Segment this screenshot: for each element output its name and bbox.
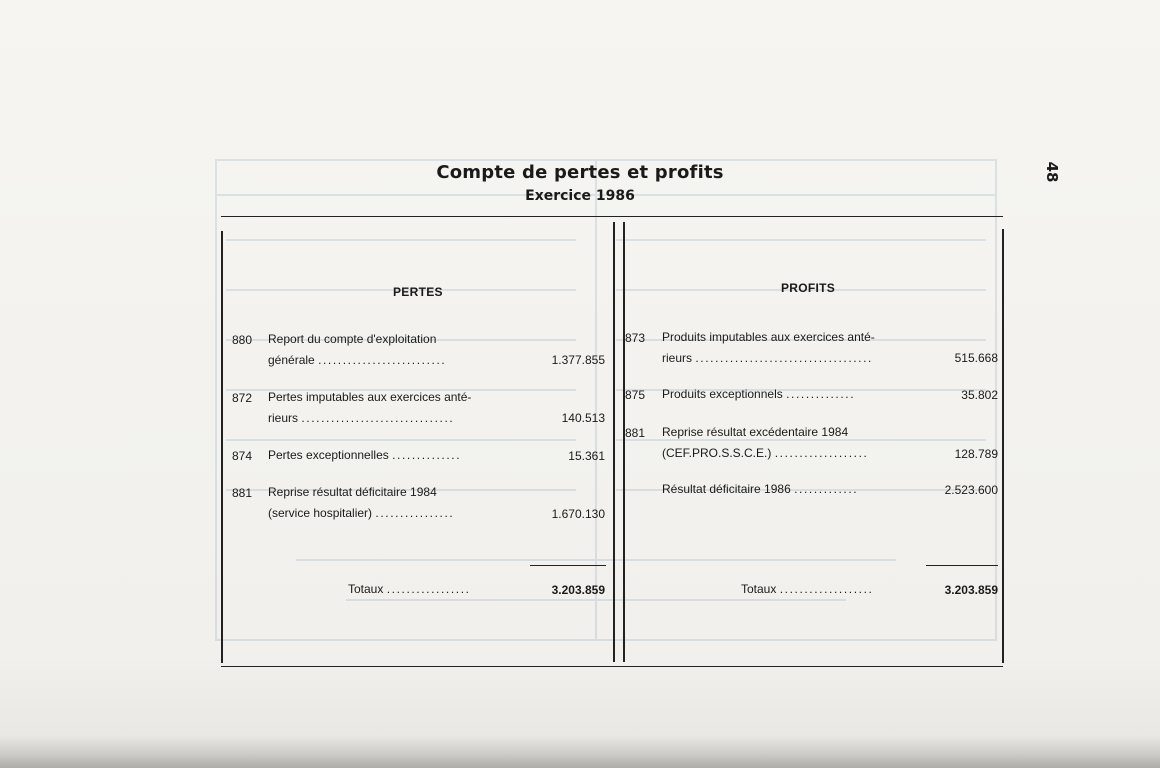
row-amount: 2.523.600 xyxy=(944,483,998,497)
row-label-line1: Reprise résultat excédentaire 1984 xyxy=(662,425,849,439)
row-label-line2: rieurs xyxy=(662,351,693,365)
row-label-line1: Résultat déficitaire 1986 xyxy=(662,482,791,496)
table-center-rule-left xyxy=(613,222,615,662)
document-subtitle: Exercice 1986 xyxy=(525,188,635,204)
account-code: 881 xyxy=(232,486,253,500)
pertes-sum-rule xyxy=(530,565,606,566)
account-code: 873 xyxy=(625,331,646,345)
row-amount: 35.802 xyxy=(961,388,998,402)
account-code: 875 xyxy=(625,388,646,402)
account-code: 874 xyxy=(232,449,253,463)
document-title: Compte de pertes et profits xyxy=(436,162,724,183)
page-bottom-shadow xyxy=(0,735,1160,768)
row-label-line2: rieurs xyxy=(268,411,299,425)
row-label-line1: Reprise résultat déficitaire 1984 xyxy=(268,485,437,499)
pertes-total-label: Totaux xyxy=(348,582,384,596)
row-label-line2: (CEF.PRO.S.S.C.E.) xyxy=(662,446,772,460)
row-amount: 15.361 xyxy=(568,449,605,463)
profits-total: 3.203.859 xyxy=(944,583,998,597)
row-amount: 128.789 xyxy=(954,447,998,461)
row-label-line1: Report du compte d'exploitation xyxy=(268,332,437,346)
row-label-line2: générale xyxy=(268,353,315,367)
row-label-line1: Pertes imputables aux exercices anté- xyxy=(268,390,472,404)
pertes-total: 3.203.859 xyxy=(551,583,605,597)
table-left-border xyxy=(221,231,223,663)
row-amount: 515.668 xyxy=(954,351,998,365)
row-amount: 140.513 xyxy=(561,411,605,425)
table-center-rule-right xyxy=(623,222,625,662)
account-code: 880 xyxy=(232,333,253,347)
row-label-line1: Produits imputables aux exercices anté- xyxy=(662,330,875,344)
page-number: 48 xyxy=(1043,161,1061,183)
row-amount: 1.670.130 xyxy=(551,507,605,521)
row-amount: 1.377.855 xyxy=(551,353,605,367)
table-right-border xyxy=(1002,229,1004,663)
profits-header: PROFITS xyxy=(781,281,836,295)
row-label-line2: (service hospitalier) xyxy=(268,506,373,520)
profits-sum-rule xyxy=(926,565,998,566)
profits-total-label: Totaux xyxy=(741,582,777,596)
account-code: 881 xyxy=(625,426,646,440)
pertes-header: PERTES xyxy=(393,285,443,299)
row-label-line1: Pertes exceptionnelles xyxy=(268,448,389,462)
account-code: 872 xyxy=(232,391,253,405)
row-label-line1: Produits exceptionnels xyxy=(662,387,783,401)
